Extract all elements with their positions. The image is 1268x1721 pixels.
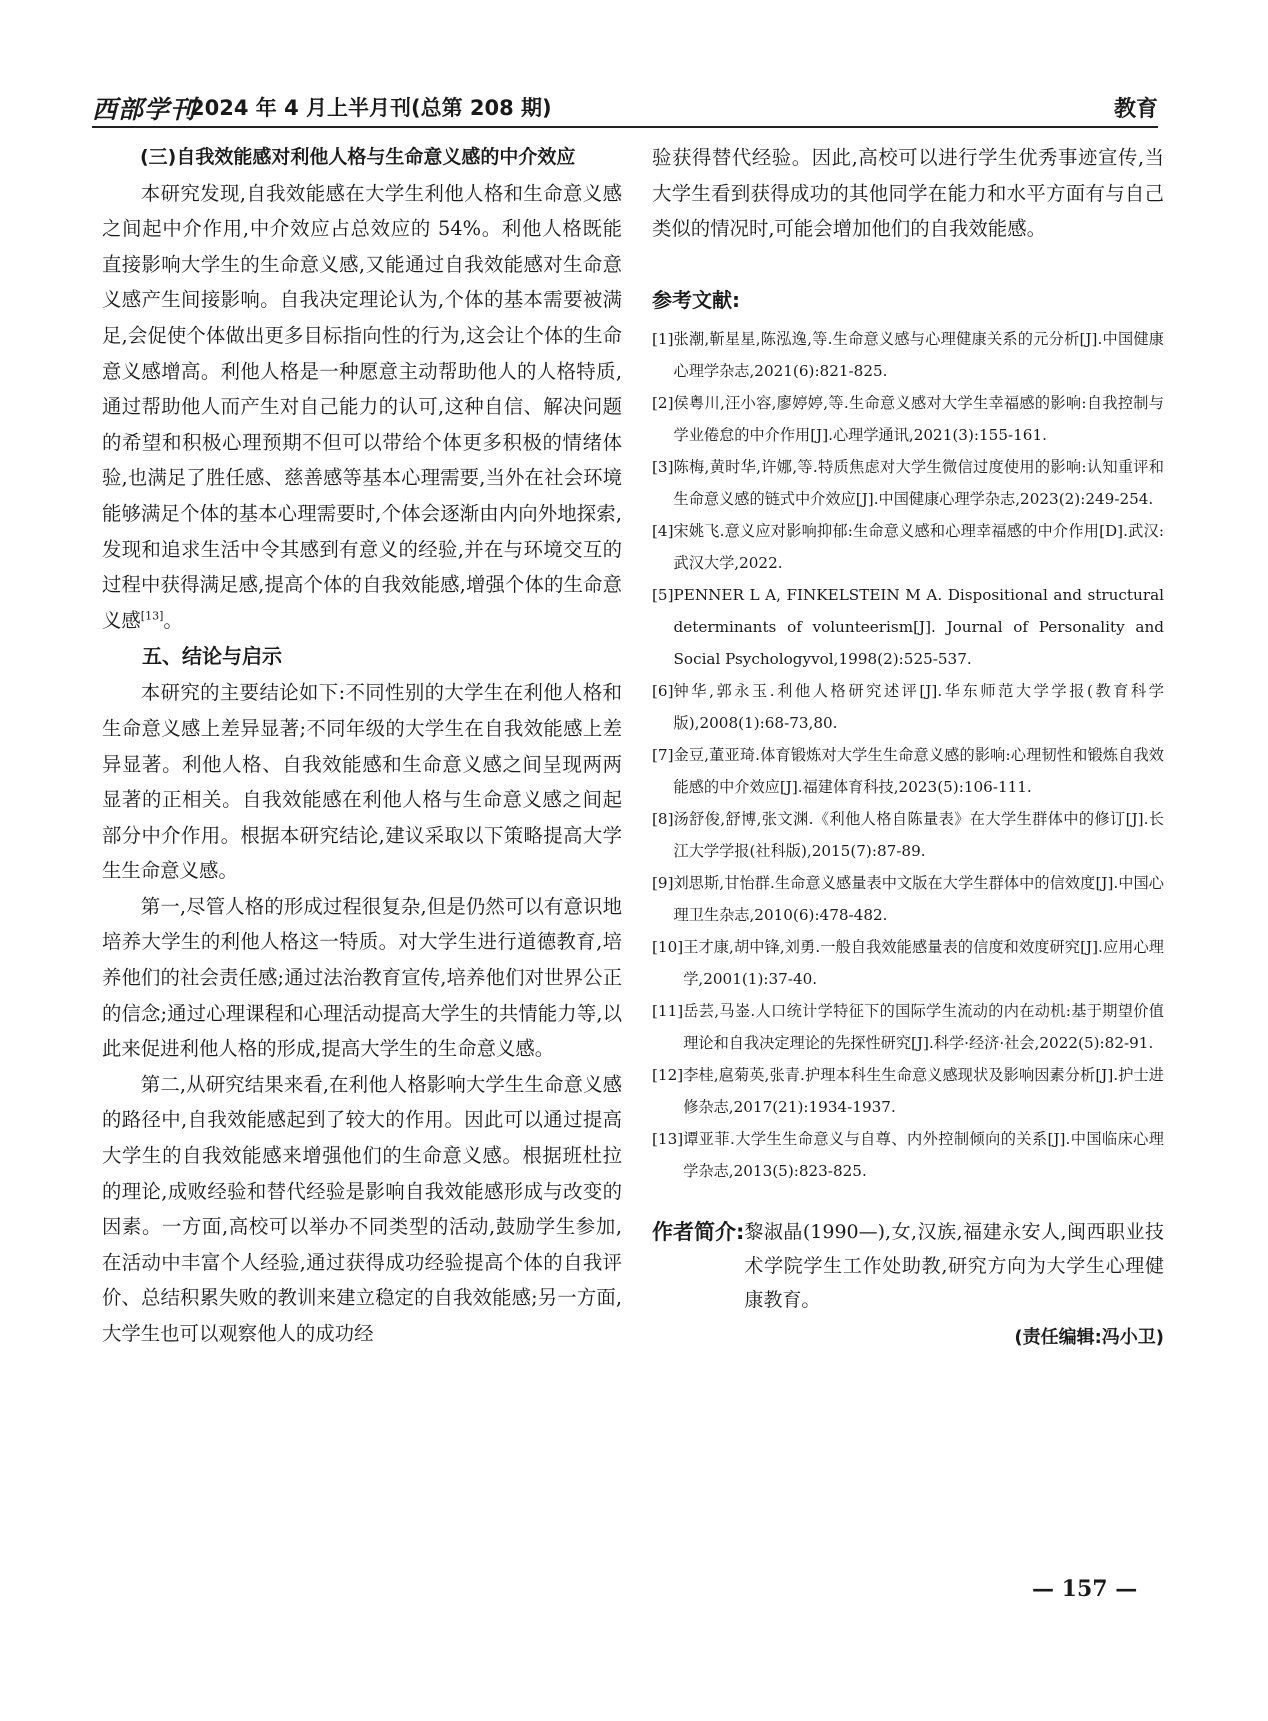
subsection-title: (三)自我效能感对利他人格与生命意义感的中介效应	[140, 146, 576, 168]
paragraph-mediation-text: 本研究发现,自我效能感在大学生利他人格和生命意义感之间起中介作用,中介效应占总效应的 54%。利他人格既能直接影响大学生的生命意义感,又能通过自我效能感对生命意义感产生间接影响。自我决定理论认为,个体的基本需要被满足,会促使个体做出更多目标指向性的行为,这会让个体的生命意义感增高。利他人格是一种愿意主动帮助他人的人格特质,通过帮助他人而产生对自己能力的认可,这种自信、解决问题的希望和积极心理预期不但可以带给个体更多积极的情绪体验,也满足了胜任感、慈善感等基本心理需要,当外在社会环境能够满足个体的基本心理需要时,个体会逐渐由内向外地探索,发现和追求生活中令其感到有意义的经验,并在与环境交互的过程中获得满足感,提高个体的自我效能感,增强个体的生命意义感	[102, 181, 622, 632]
left-column	[102, 140, 622, 1352]
reference-item	[652, 739, 1164, 803]
reference-number: [13]	[652, 1129, 684, 1148]
paragraph-continued: 验获得替代经验。因此,高校可以进行学生优秀事迹宣传,当大学生看到获得成功的其他同学在能力和水平方面有与自己类似的情况时,可能会增加他们的自我效能感。	[652, 146, 1164, 241]
reference-item	[652, 323, 1164, 387]
section-title: 五、结论与启示	[142, 644, 282, 669]
section-name: 教育	[1113, 97, 1158, 122]
reference-text: 钟华,郭永玉.利他人格研究述评[J].华东师范大学学报(教育科学版),2008(1):68-73,80.	[673, 681, 1164, 732]
reference-item	[652, 1123, 1164, 1187]
reference-item	[652, 675, 1164, 739]
reference-text: 谭亚菲.大学生生命意义与自尊、内外控制倾向的关系[J].中国临床心理学杂志,2013(5):823-825.	[683, 1129, 1164, 1180]
journal-logo: 西部学刊	[92, 95, 197, 124]
reference-item	[652, 1059, 1164, 1123]
reference-text: 金豆,董亚琦.体育锻炼对大学生生命意义感的影响:心理韧性和锻炼自我效能感的中介效应[J].福建体育科技,2023(5):106-111.	[673, 745, 1164, 796]
reference-item	[652, 387, 1164, 451]
reference-text: 侯粤川,汪小容,廖婷婷,等.生命意义感对大学生幸福感的影响:自我控制与学业倦怠的中介作用[J].心理学通讯,2021(3):155-161.	[673, 393, 1164, 444]
reference-item	[652, 451, 1164, 515]
reference-text: 陈梅,黄时华,许娜,等.特质焦虑对大学生微信过度使用的影响:认知重评和生命意义感的链式中介效应[J].中国健康心理学杂志,2023(2):249-254.	[673, 457, 1164, 508]
reference-text: 王才康,胡中锋,刘勇.一般自我效能感量表的信度和效度研究[J].应用心理学,2001(1):37-40.	[683, 937, 1164, 988]
paragraph-first-strategy: 第一,尽管人格的形成过程很复杂,但是仍然可以有意识地培养大学生的利他人格这一特质。对大学生进行道德教育,培养他们的社会责任感;通过法治教育宣传,培养他们对世界公正的信念;通过心理课程和心理活动提高大学生的共情能力等,以此来促进利他人格的形成,提高大学生的生命意义感。	[102, 894, 622, 1061]
author-bio-text: 黎淑晶(1990—),女,汉族,福建永安人,闽西职业技术学院学生工作处助教,研究方向为大学生心理健康教育。	[744, 1220, 1164, 1311]
responsible-editor: (责任编辑:冯小卫)	[1014, 1326, 1164, 1348]
reference-number: [10]	[652, 937, 684, 956]
page-header	[92, 86, 1158, 128]
citation-13[interactable]: [13]	[140, 609, 164, 623]
reference-item	[652, 579, 1164, 675]
reference-text: 汤舒俊,舒博,张文渊.《利他人格自陈量表》在大学生群体中的修订[J].长江大学学报(社科版),2015(7):87-89.	[673, 809, 1164, 860]
paragraph-second-strategy: 第二,从研究结果来看,在利他人格影响大学生生命意义感的路径中,自我效能感起到了较大的作用。因此可以通过提高大学生的自我效能感来增强他们的生命意义感。根据班杜拉的理论,成败经验和替代经验是影响自我效能感形成与改变的因素。一方面,高校可以举办不同类型的活动,鼓励学生参加,在活动中丰富个人经验,通过获得成功经验提高个体的自我评价、总结积累失败的教训来建立稳定的自我效能感;另一方面,大学生也可以观察他人的成功经	[102, 1072, 622, 1345]
reference-number: [5]	[652, 585, 674, 604]
reference-number: [6]	[652, 681, 674, 700]
reference-text: 岳芸,马崟.人口统计学特征下的国际学生流动的内在动机:基于期望价值理论和自我决定理论的先探性研究[J].科学·经济·社会,2022(5):82-91.	[683, 1001, 1164, 1052]
reference-number: [11]	[652, 1001, 684, 1020]
reference-text: 宋姚飞.意义应对影响抑郁:生命意义感和心理幸福感的中介作用[D].武汉:武汉大学,2022.	[673, 521, 1164, 572]
reference-number: [4]	[652, 521, 674, 540]
reference-item	[652, 803, 1164, 867]
paragraph-conclusion: 本研究的主要结论如下:不同性别的大学生在利他人格和生命意义感上差异显著;不同年级的大学生在自我效能感上差异显著。利他人格、自我效能感和生命意义感之间呈现两两显著的正相关。自我效能感在利他人格与生命意义感之间起部分中介作用。根据本研究结论,建议采取以下策略提高大学生生命意义感。	[102, 681, 622, 883]
reference-text: PENNER L A, FINKELSTEIN M A. Dispositional and structural determinants of volunteerism[J]. Journal of Personality and Social Psychologyvol,1998(2):525-537.	[673, 585, 1164, 668]
reference-number: [12]	[652, 1065, 684, 1084]
reference-number: [7]	[652, 745, 674, 764]
reference-text: 李桂,扈菊英,张青.护理本科生生命意义感现状及影响因素分析[J].护士进修杂志,2017(21):1934-1937.	[683, 1065, 1164, 1116]
author-bio-label: 作者简介:	[652, 1219, 745, 1244]
reference-number: [8]	[652, 809, 674, 828]
reference-number: [1]	[652, 329, 674, 348]
journal-issue: 2024 年 4 月上半月刊(总第 208 期)	[190, 96, 552, 120]
reference-list	[652, 323, 1164, 1187]
reference-text: 张潮,靳星星,陈泓逸,等.生命意义感与心理健康关系的元分析[J].中国健康心理学杂志,2021(6):821-825.	[673, 329, 1164, 380]
reference-number: [2]	[652, 393, 674, 412]
reference-item	[652, 867, 1164, 931]
paragraph-mediation-end: 。	[163, 608, 183, 632]
reference-number: [3]	[652, 457, 674, 476]
reference-text: 刘思斯,甘怡群.生命意义感量表中文版在大学生群体中的信效度[J].中国心理卫生杂志,2010(6):478-482.	[673, 873, 1164, 924]
reference-item	[652, 931, 1164, 995]
paragraph-mediation	[102, 176, 622, 639]
reference-number: [9]	[652, 873, 674, 892]
references-title: 参考文献:	[652, 287, 740, 312]
right-column	[652, 140, 1164, 1355]
reference-item	[652, 995, 1164, 1059]
page-number: — 157 —	[1032, 1576, 1138, 1602]
author-bio	[652, 1215, 1164, 1317]
reference-item	[652, 515, 1164, 579]
